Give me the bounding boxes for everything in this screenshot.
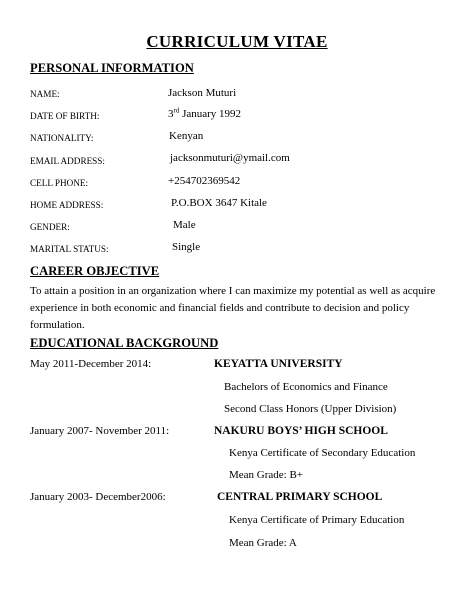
nationality-value: Kenyan xyxy=(169,130,204,142)
education-detail-2-1: Kenya Certificate of Secondary Education xyxy=(229,447,416,459)
marital-status-value: Single xyxy=(172,241,201,253)
education-detail-3-2: Mean Grade: A xyxy=(229,537,297,549)
home-address-value: P.O.BOX 3647 Kitale xyxy=(171,197,267,209)
dob-day: 3 xyxy=(168,108,174,120)
education-detail-2-2: Mean Grade: B+ xyxy=(229,469,304,481)
school-name-1: KEYATTA UNIVERSITY xyxy=(214,358,343,370)
name-value: Jackson Muturi xyxy=(168,87,237,99)
gender-value: Male xyxy=(173,219,196,231)
career-objective-text: To attain a position in an organization where I can maximize my potential as well as acquire experience in both economic and financial fields and contribute to decision and policy formulation. xyxy=(30,285,436,331)
education-detail-3-1: Kenya Certificate of Primary Education xyxy=(229,514,405,526)
date-of-birth-label: DATE OF BIRTH: xyxy=(30,111,100,121)
cell-phone-label: CELL PHONE: xyxy=(30,178,89,188)
education-detail-1-1: Bachelors of Economics and Finance xyxy=(224,381,388,393)
document-title: CURRICULUM VITAE xyxy=(146,32,328,51)
date-of-birth-value xyxy=(168,108,241,120)
email-label: EMAIL ADDRESS: xyxy=(30,156,105,166)
dob-suffix: rd xyxy=(173,106,180,115)
education-dates-2: January 2007- November 2011: xyxy=(30,425,170,437)
school-name-3: CENTRAL PRIMARY SCHOOL xyxy=(217,491,383,503)
school-name-2: NAKURU BOYS’ HIGH SCHOOL xyxy=(214,425,388,437)
career-objective-heading: CAREER OBJECTIVE xyxy=(30,264,160,278)
name-label: NAME: xyxy=(30,89,60,99)
personal-information-heading: PERSONAL INFORMATION xyxy=(30,61,194,75)
educational-background-heading: EDUCATIONAL BACKGROUND xyxy=(30,336,219,350)
email-value: jacksonmuturi@ymail.com xyxy=(170,152,290,164)
gender-label: GENDER: xyxy=(30,222,70,232)
home-address-label: HOME ADDRESS: xyxy=(30,200,104,210)
education-dates-1: May 2011-December 2014: xyxy=(30,358,152,370)
dob-month-year: January 1992 xyxy=(179,108,242,120)
nationality-label: NATIONALITY: xyxy=(30,133,94,143)
education-detail-1-2: Second Class Honors (Upper Division) xyxy=(224,403,397,415)
education-dates-3: January 2003- December2006: xyxy=(30,491,166,503)
marital-status-label: MARITAL STATUS: xyxy=(30,244,109,254)
cell-phone-value: +254702369542 xyxy=(168,175,241,187)
